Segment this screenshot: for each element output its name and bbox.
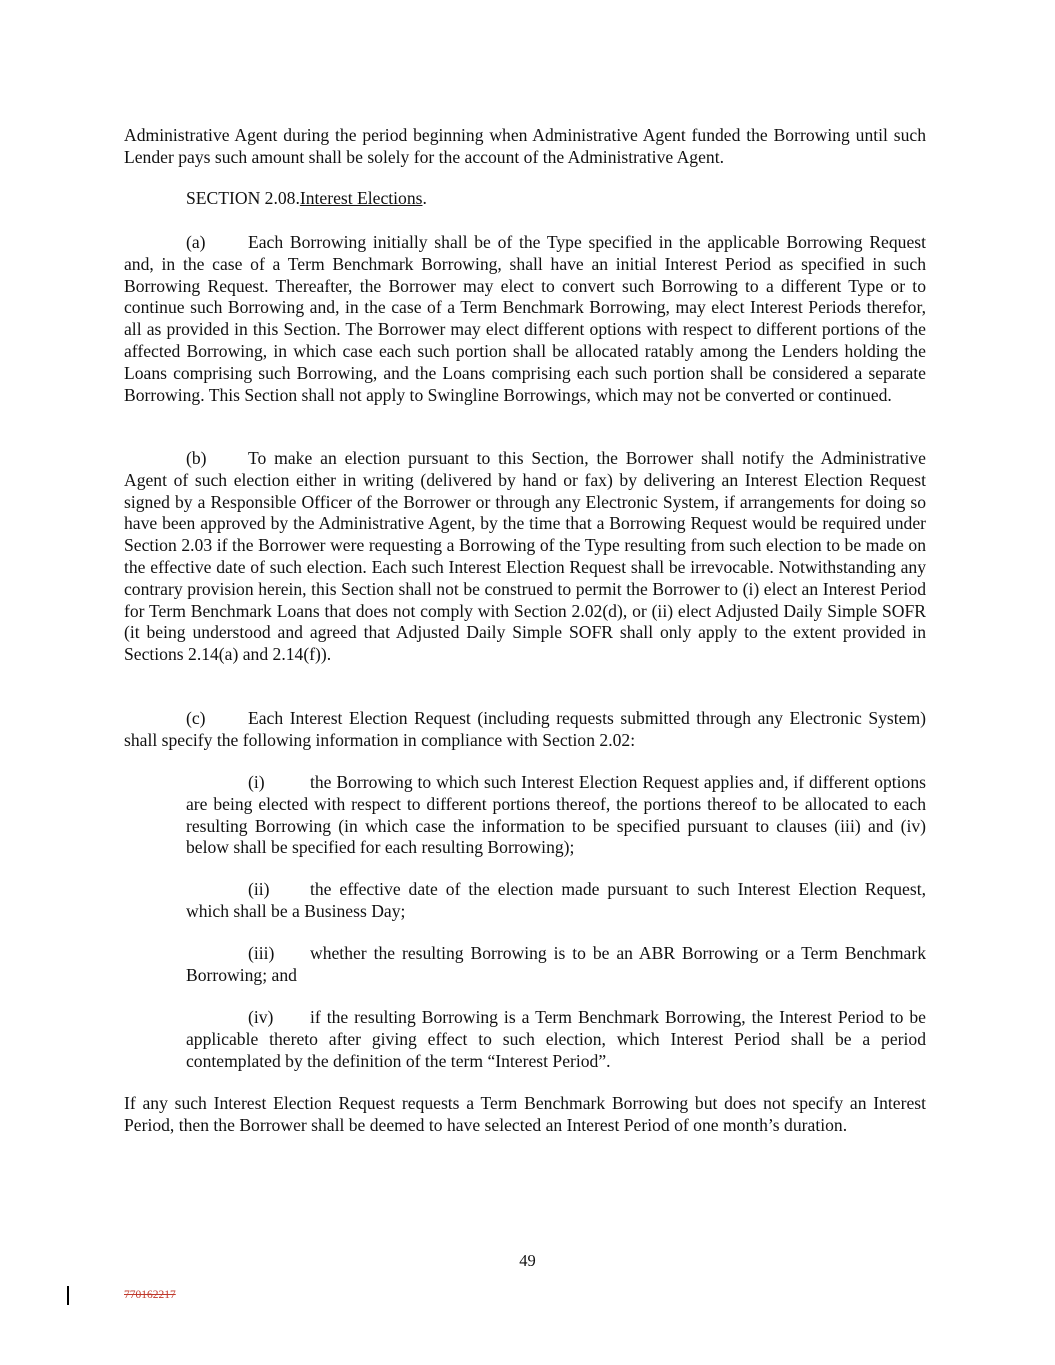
section-heading — [186, 188, 427, 210]
clause-i-text: the Borrowing to which such Interest Election Request applies and, if different options are being elected with respect to different portions thereof, the portions thereof to be allocated to each resulting Borrowing (in which case the information to be specified pursuant to clauses (iii) and (iv) below shall be specified for each resulting Borrowing); — [186, 772, 926, 858]
clause-ii — [186, 879, 926, 923]
clause-iv-label: (iv) — [248, 1007, 274, 1027]
clause-iii-label: (iii) — [248, 943, 275, 963]
paragraph-b — [124, 448, 926, 666]
paragraph-a-label: (a) — [186, 232, 206, 252]
clause-iv-text: if the resulting Borrowing is a Term Benchmark Borrowing, the Interest Period to be applicable thereto after giving effect to such election, which Interest Period shall be a period contemplated by the definition of the term “Interest Period”. — [186, 1007, 926, 1071]
document-id: 770162217 — [124, 1289, 176, 1301]
clause-iv — [186, 1007, 926, 1072]
paragraph-c-text: Each Interest Election Request (including requests submitted through any Electronic System) shall specify the following information in compliance with Section 2.02: — [124, 708, 926, 750]
paragraph-b-text: To make an election pursuant to this Section, the Borrower shall notify the Administrative Agent of such election either in writing (delivered by hand or fax) by delivering an Interest Election Request signed by a Responsible Officer of the Borrower or through any Electronic System, if arrangements for doing so have been approved by the Administrative Agent, by the time that a Borrowing Request would be required under Section 2.03 if the Borrower were requesting a Borrowing of the Type resulting from such election to be made on the effective date of such election. Each such Interest Election Request shall be irrevocable. Notwithstanding any contrary provision herein, this Section shall not be construed to permit the Borrower to (i) elect an Interest Period for Term Benchmark Loans that does not comply with Section 2.02(d), or (ii) elect Adjusted Daily Simple SOFR (it being understood and agreed that Adjusted Daily Simple SOFR shall only apply to the extent provided in Sections 2.14(a) and 2.14(f)). — [124, 448, 926, 665]
page-number: 49 — [519, 1251, 536, 1270]
closing-paragraph: If any such Interest Election Request requests a Term Benchmark Borrowing but does not specify an Interest Period, then the Borrower shall be deemed to have selected an Interest Period of one month’s duration. — [124, 1093, 926, 1135]
paragraph-a — [124, 232, 926, 406]
clause-ii-label: (ii) — [248, 879, 270, 899]
section-number: SECTION 2.08. — [186, 188, 300, 208]
clause-ii-text: the effective date of the election made pursuant to such Interest Election Request, which shall be a Business Day; — [186, 879, 926, 921]
paragraph-c — [124, 708, 926, 752]
paragraph-b-label: (b) — [186, 448, 207, 468]
clause-i-label: (i) — [248, 772, 265, 792]
clause-iii — [186, 943, 926, 987]
carryover-paragraph: Administrative Agent during the period beginning when Administrative Agent funded the Borrowing until such Lender pays such amount shall be solely for the account of the Administrative Agent. — [124, 125, 926, 167]
revision-bar — [67, 1286, 69, 1305]
paragraph-c-label: (c) — [186, 708, 206, 728]
section-heading-period: . — [422, 188, 427, 208]
clause-i — [186, 772, 926, 859]
paragraph-a-text: Each Borrowing initially shall be of the Type specified in the applicable Borrowing Request and, in the case of a Term Benchmark Borrowing, shall have an initial Interest Period as specified in such Borrowing Request. Thereafter, the Borrower may elect to convert such Borrowing to a different Type or to continue such Borrowing and, in the case of a Term Benchmark Borrowing, may elect Interest Periods therefor, all as provided in this Section. The Borrower may elect different options with respect to different portions of the affected Borrowing, in which case each such portion shall be allocated ratably among the Lenders holding the Loans comprising such Borrowing, and the Loans comprising each such portion shall be considered a separate Borrowing. This Section shall not apply to Swingline Borrowings, which may not be converted or continued. — [124, 232, 926, 405]
clause-iii-text: whether the resulting Borrowing is to be an ABR Borrowing or a Term Benchmark Borrowing; and — [186, 943, 926, 985]
section-title: Interest Elections — [299, 188, 423, 208]
